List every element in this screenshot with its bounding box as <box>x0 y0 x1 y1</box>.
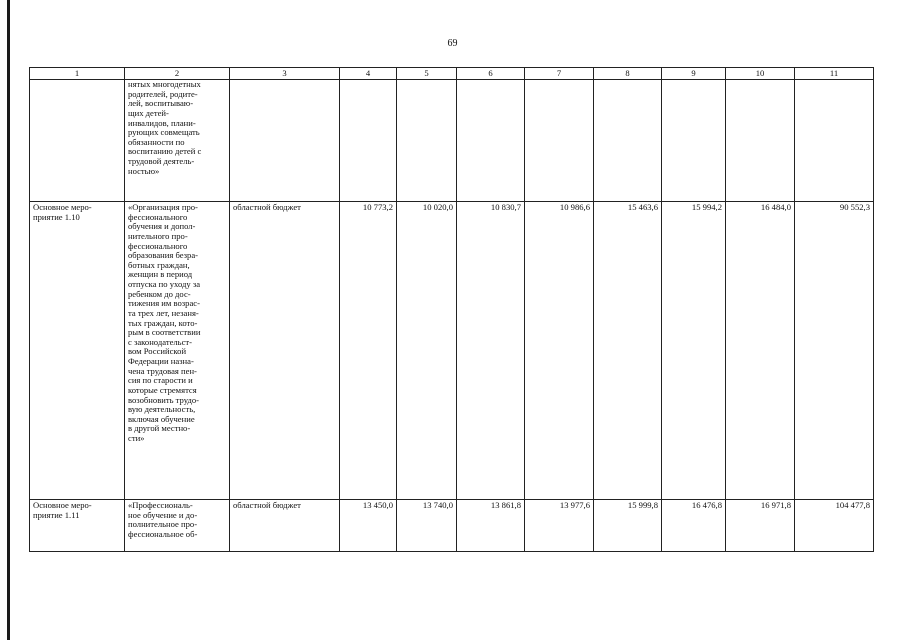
column-header: 7 <box>525 68 594 80</box>
table-row <box>30 202 874 500</box>
total-cell: 90 552,3 <box>795 202 874 500</box>
table-row <box>30 80 874 202</box>
activity-name <box>30 80 125 202</box>
value-cell: 13 450,0 <box>340 500 397 552</box>
value-cell: 15 463,6 <box>594 202 662 500</box>
value-cell: 10 986,6 <box>525 202 594 500</box>
column-header: 1 <box>30 68 125 80</box>
header-row <box>30 68 874 80</box>
value-cell: 15 999,8 <box>594 500 662 552</box>
activity-name: Основное меро- приятие 1.11 <box>30 500 125 552</box>
column-header: 9 <box>662 68 726 80</box>
value-cell: 13 977,6 <box>525 500 594 552</box>
value-cell <box>662 80 726 202</box>
value-cell: 13 740,0 <box>397 500 457 552</box>
budget-table <box>29 67 874 552</box>
column-header: 10 <box>726 68 795 80</box>
activity-description: «Организация про- фессионального обучения и допол- нительного про- фессионального образования безра- ботных граждан, женщин в период отпуска по уходу за ребенком до дос- тижения им возрас- та трех лет, незаня- тых граждан, кото- рым в соответствии с законодательст- вом Российской Федерации назна- чена трудовая пен- сия по старости и которые стремятся возобновить трудо- вую деятельность, включая обучение в другой местно- сти» <box>125 202 230 500</box>
total-cell: 104 477,8 <box>795 500 874 552</box>
value-cell: 10 773,2 <box>340 202 397 500</box>
column-header: 11 <box>795 68 874 80</box>
value-cell: 16 971,8 <box>726 500 795 552</box>
funding-source <box>230 80 340 202</box>
activity-name: Основное меро- приятие 1.10 <box>30 202 125 500</box>
column-header: 3 <box>230 68 340 80</box>
scan-edge <box>7 0 10 640</box>
funding-source: областной бюджет <box>230 202 340 500</box>
value-cell: 13 861,8 <box>457 500 525 552</box>
column-header: 4 <box>340 68 397 80</box>
value-cell: 15 994,2 <box>662 202 726 500</box>
funding-source: областной бюджет <box>230 500 340 552</box>
activity-description: нятых многодетных родителей, родите- лей, воспитываю- щих детей- инвалидов, плани- рующих совмещать обязанности по воспитанию детей с трудовой деятель- ностью» <box>125 80 230 202</box>
column-header: 5 <box>397 68 457 80</box>
value-cell <box>726 80 795 202</box>
value-cell <box>457 80 525 202</box>
value-cell: 16 484,0 <box>726 202 795 500</box>
value-cell <box>397 80 457 202</box>
total-cell <box>795 80 874 202</box>
column-header: 8 <box>594 68 662 80</box>
value-cell <box>525 80 594 202</box>
value-cell <box>594 80 662 202</box>
value-cell: 10 020,0 <box>397 202 457 500</box>
value-cell: 10 830,7 <box>457 202 525 500</box>
value-cell: 16 476,8 <box>662 500 726 552</box>
activity-description: «Профессиональ- ное обучение и до- полнительное про- фессиональное об- <box>125 500 230 552</box>
column-header: 2 <box>125 68 230 80</box>
page-number: 69 <box>447 38 458 49</box>
table-row <box>30 500 874 552</box>
column-header: 6 <box>457 68 525 80</box>
value-cell <box>340 80 397 202</box>
